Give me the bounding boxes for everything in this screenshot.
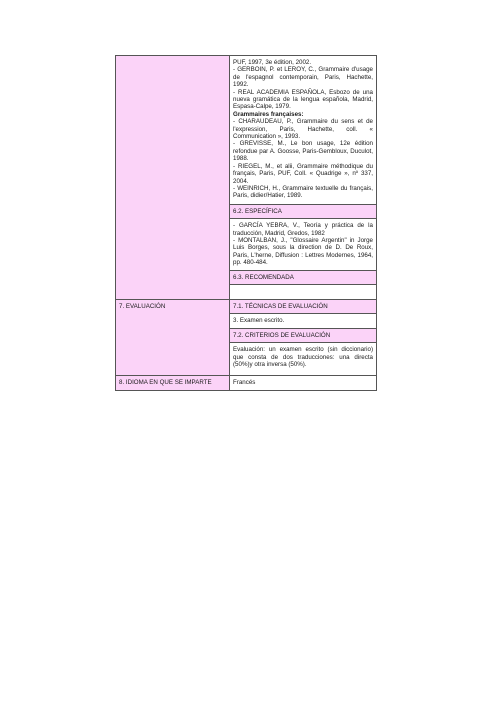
tecnicas-heading: 7.1. TÉCNICAS DE EVALUACIÓN bbox=[230, 299, 377, 313]
idioma-row bbox=[116, 376, 377, 390]
recomendada-heading: 6.3. RECOMENDADA bbox=[230, 270, 377, 284]
course-guide-table bbox=[115, 55, 377, 391]
especifica-entry: - MONTALBAN, J., "Glossaire Argentin" in Jorge Luis Borges, sous la direction de D. De Roux, Paris, L'herne, Diffusion : Lettres Modernes, 1964, pp. 480-484. bbox=[233, 236, 373, 267]
bibliography-entry: - GREVISSE, M., Le bon usage, 12e édition refondue par A. Goosse, Paris-Gembloux, Duculot, 1988. bbox=[233, 140, 373, 163]
bibliography-entry: - REAL ACADEMIA ESPAÑOLA, Esbozo de una nueva gramática de la lengua española, Madrid, Espasa-Calpe, 1979. bbox=[233, 88, 373, 111]
bibliography-entry: - RIEGEL, M., et alii, Grammaire méthodique du français, Paris, PUF, Coll. « Quadrige », nº 337, 2004. bbox=[233, 162, 373, 185]
bibliography-entry: PUF, 1997, 3e édition, 2002. bbox=[233, 59, 312, 66]
bibliography-entry: - GERBOIN, P. et LEROY, C., Grammaire d'usage de l'espagnol contemporain, Paris, Hachette, 1992. bbox=[233, 66, 373, 89]
idioma-value: Francés bbox=[230, 376, 377, 390]
criterios-content: Evaluación: un examen escrito (sin diccionario) que consta de dos traducciones: una directa (50%)y otra inversa (50%). bbox=[230, 343, 377, 376]
especifica-entry: - GARCÍA YEBRA, V., Teoría y práctica de la traducción, Madrid, Gredos, 1982 bbox=[233, 222, 373, 237]
tecnicas-content: 3. Examen escrito. bbox=[230, 314, 377, 328]
criterios-heading: 7.2. CRITERIOS DE EVALUACIÓN bbox=[230, 328, 377, 342]
bibliography-left-cell bbox=[116, 56, 230, 300]
bibliography-entry: - WEINRICH, H., Grammaire textuelle du français, Paris, didier/Hatier, 1989. bbox=[233, 184, 373, 200]
bibliography-entry: - CHARAUDEAU, P., Grammaire du sens et de l'expression, Paris, Hachette, coll. « Communication », 1993. bbox=[233, 118, 373, 141]
especifica-list bbox=[230, 219, 377, 270]
evaluacion-row bbox=[116, 299, 377, 313]
especifica-heading: 6.2. ESPECÍFICA bbox=[230, 204, 377, 218]
idioma-label: 8. IDIOMA EN QUE SE IMPARTE bbox=[116, 376, 230, 390]
recomendada-content bbox=[230, 284, 377, 299]
bibliography-list bbox=[230, 56, 377, 205]
evaluacion-label: 7. EVALUACIÓN bbox=[116, 299, 230, 375]
bibliography-row bbox=[116, 56, 377, 205]
bibliography-subheading: Grammaires françaises: bbox=[233, 110, 304, 118]
